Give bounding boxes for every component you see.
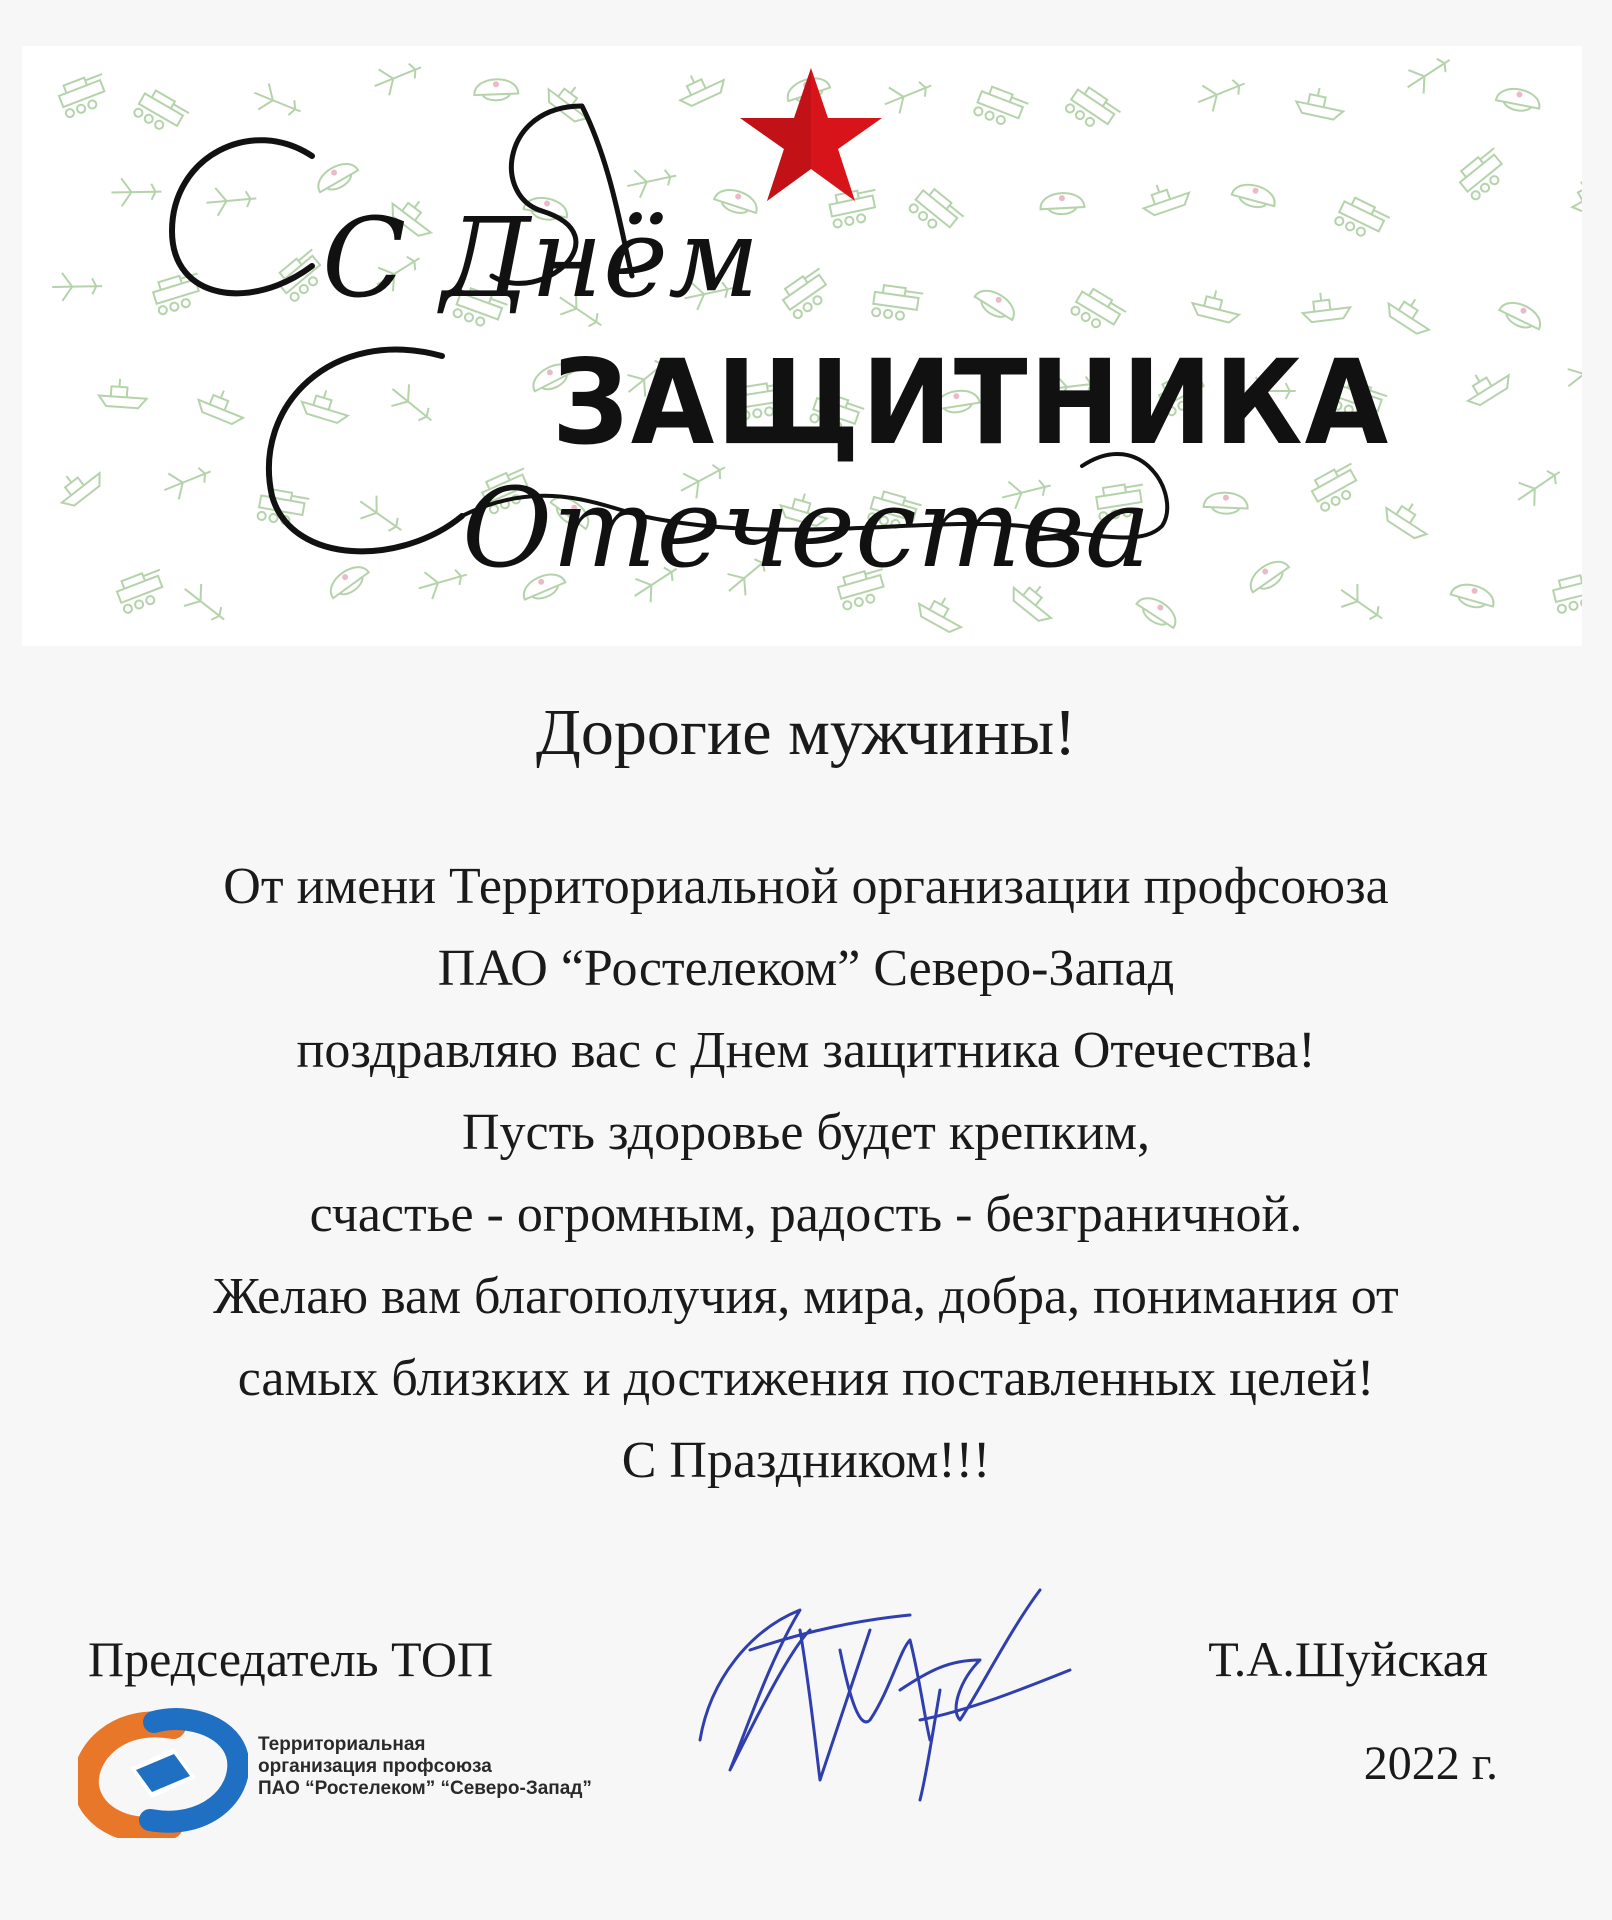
document-year: 2022 г. — [1363, 1737, 1498, 1790]
union-logo-icon — [78, 1708, 248, 1838]
body-line: Пусть здоровье будет крепким, — [461, 1104, 1151, 1161]
body-line: С Праздником!!! — [621, 1432, 991, 1489]
body-line: От имени Территориальной организации профсоюза — [223, 858, 1389, 915]
congratulation-body — [60, 846, 1552, 1502]
signer-position: Председатель ТОП — [88, 1631, 494, 1687]
body-line: ПАО “Ростелеком” Северо-Запад — [437, 940, 1175, 997]
union-logo-text — [258, 1734, 592, 1800]
header-banner — [22, 46, 1582, 646]
greeting-heading: Дорогие мужчины! — [535, 696, 1077, 769]
script-line-1: С Днём — [322, 194, 760, 322]
script-flourish-c — [172, 140, 312, 293]
handwritten-signature — [690, 1570, 1090, 1810]
script-flourish-o — [269, 350, 462, 552]
script-line-2: Отечества — [462, 464, 1151, 592]
banner-title: ЗАЩИТНИКА — [552, 336, 1391, 472]
body-line: счастье - огромным, радость - безграничной. — [309, 1186, 1303, 1243]
body-line: самых близких и достижения поставленных целей! — [237, 1350, 1375, 1407]
body-line: Желаю вам благополучия, мира, добра, понимания от — [213, 1268, 1399, 1325]
signer-name: Т.А.Шуйская — [1208, 1631, 1488, 1687]
logo-text-line: ПАО “Ростелеком” “Северо-Запад” — [258, 1778, 592, 1799]
body-line: поздравляю вас с Днем защитника Отечества! — [296, 1022, 1316, 1079]
logo-text-line: организация профсоюза — [258, 1756, 492, 1777]
logo-text-line: Территориальная — [258, 1734, 426, 1755]
